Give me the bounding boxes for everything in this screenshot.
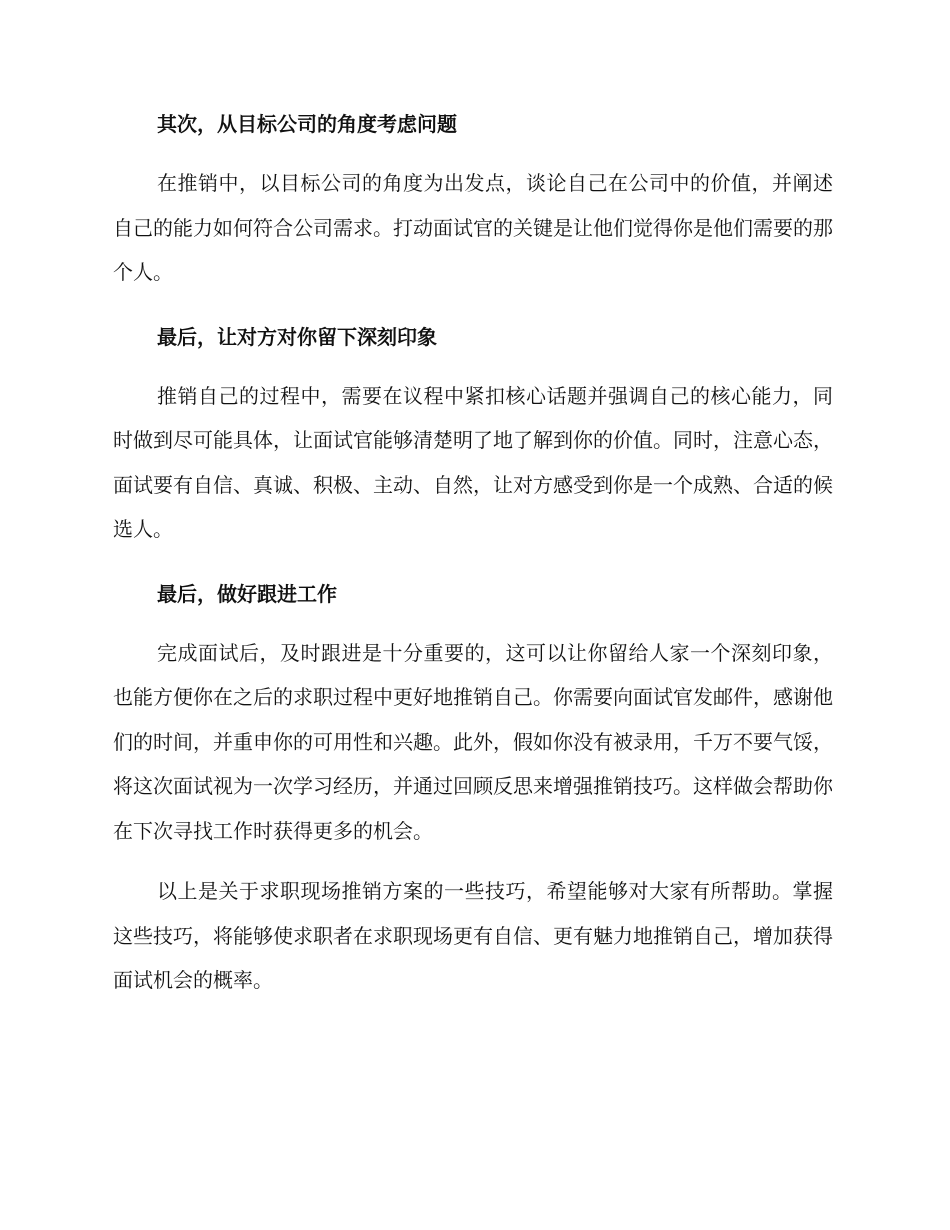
- section-heading-company-perspective: 其次，从目标公司的角度考虑问题: [157, 112, 457, 136]
- section-paragraph-company-perspective: 在推销中，以目标公司的角度为出发点，谈论自己在公司中的价值，并阐述自己的能力如何符合公司需求。打动面试官的关键是让他们觉得你是他们需要的那个人。: [113, 171, 833, 284]
- section-heading-follow-up: 最后，做好跟进工作: [157, 581, 337, 606]
- section-heading-deep-impression: 最后，让对方对你留下深刻印象: [157, 324, 437, 349]
- section-paragraph-deep-impression: 推销自己的过程中，需要在议程中紧扣核心话题并强调自己的核心能力，同时做到尽可能具体，让面试官能够清楚明了地了解到你的价值。同时，注意心态，面试要有自信、真诚、积极、主动、自然，让对方感受到你是一个成熟、合适的候选人。: [113, 383, 833, 541]
- document-page: [113, 108, 833, 1003]
- section-paragraph-follow-up: 完成面试后，及时跟进是十分重要的，这可以让你留给人家一个深刻印象，也能方便你在之后的求职过程中更好地推销自己。你需要向面试官发邮件，感谢他们的时间，并重申你的可用性和兴趣。此外，假如你没有被录用，千万不要气馁，将这次面试视为一次学习经历，并通过回顾反思来增强推销技巧。这样做会帮助你在下次寻找工作时获得更多的机会。: [113, 640, 833, 843]
- conclusion-paragraph: 以上是关于求职现场推销方案的一些技巧，希望能够对大家有所帮助。掌握这些技巧，将能够使求职者在求职现场更有自信、更有魅力地推销自己，增加获得面试机会的概率。: [113, 879, 833, 992]
